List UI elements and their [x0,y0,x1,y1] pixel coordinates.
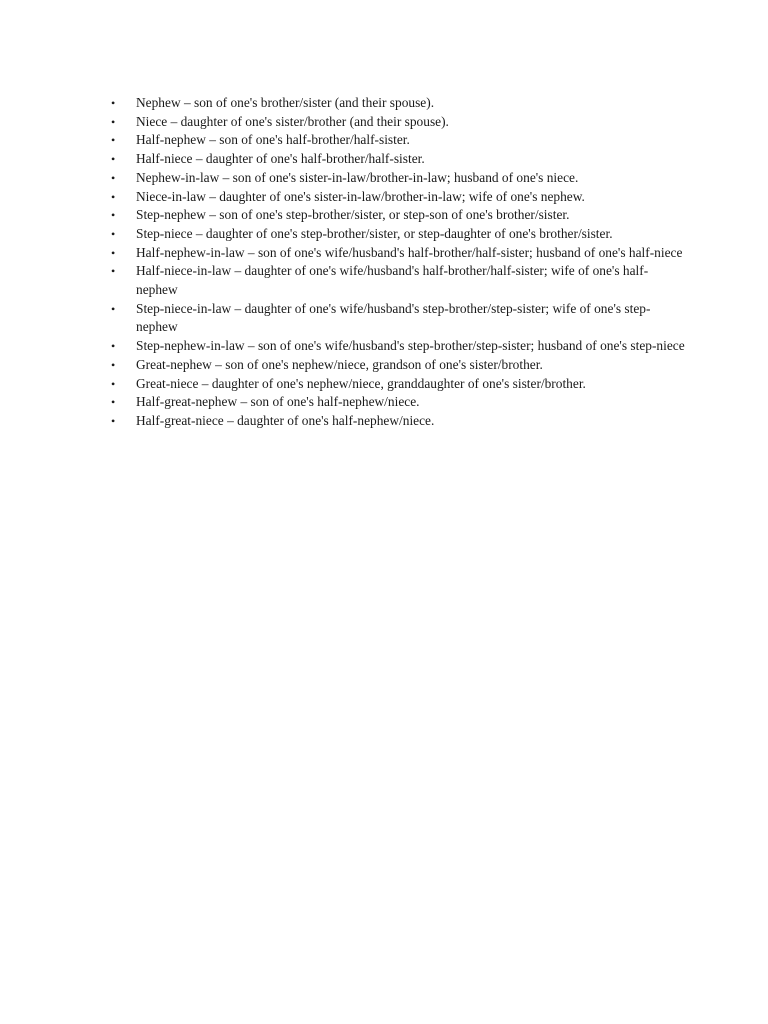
bullet-icon: • [111,170,116,185]
list-item [108,94,688,113]
bullet-icon: • [111,413,116,428]
list-item-text: Half-niece – daughter of one's half-brother/half-sister. [136,151,425,167]
relationship-list [108,94,688,431]
list-item [108,169,688,188]
bullet-icon: • [111,96,116,110]
list-item [108,150,688,169]
list-item-text: Half-niece-in-law – daughter of one's wife/husband's half-brother/half-sister; wife of one's half-nephew [136,263,649,298]
bullet-icon: • [111,301,116,316]
bullet-icon: • [111,339,116,354]
bullet-icon: • [111,208,116,223]
list-item [108,375,688,394]
list-item [108,393,688,412]
list-item [108,188,688,207]
list-item-text: Great-niece – daughter of one's nephew/niece, granddaughter of one's sister/brother. [136,375,586,391]
list-item-text: Niece-in-law – daughter of one's sister-in-law/brother-in-law; wife of one's nephew. [136,188,585,204]
list-item-text: Half-nephew – son of one's half-brother/half-sister. [136,132,410,148]
list-item [108,262,688,299]
bullet-icon: • [111,152,116,167]
bullet-icon: • [111,245,116,260]
list-item [108,356,688,375]
list-item-text: Step-nephew – son of one's step-brother/sister, or step-son of one's brother/sister. [136,207,570,223]
list-item-text: Nephew – son of one's brother/sister (and their spouse). [136,95,435,110]
list-item [108,412,688,431]
list-item-text: Step-nephew-in-law – son of one's wife/husband's step-brother/step-sister; husband of one's step-niece [136,338,685,354]
bullet-icon: • [111,376,116,391]
list-item-text: Nephew-in-law – son of one's sister-in-law/brother-in-law; husband of one's niece. [136,169,579,185]
bullet-icon: • [111,357,116,372]
list-item [108,131,688,150]
list-item-text: Step-niece-in-law – daughter of one's wife/husband's step-brother/step-sister; wife of one's step-nephew [136,300,651,335]
list-item [108,300,688,337]
list-item-text: Niece – daughter of one's sister/brother (and their spouse). [136,113,449,129]
list-item-text: Step-niece – daughter of one's step-brother/sister, or step-daughter of one's brother/sister. [136,225,613,241]
list-item-text: Half-great-niece – daughter of one's half-nephew/niece. [136,412,435,428]
bullet-icon: • [111,226,116,241]
list-item [108,244,688,263]
list-item-text: Half-great-nephew – son of one's half-nephew/niece. [136,394,420,410]
list-item [108,337,688,356]
bullet-icon: • [111,264,116,279]
list-item-text: Half-nephew-in-law – son of one's wife/husband's half-brother/half-sister; husband of one's half-niece [136,244,683,260]
list-item [108,113,688,132]
list-item [108,225,688,244]
bullet-icon: • [111,133,116,148]
bullet-icon: • [111,189,116,204]
list-item-text: Great-nephew – son of one's nephew/niece, grandson of one's sister/brother. [136,356,543,372]
list-item [108,206,688,225]
bullet-icon: • [111,395,116,410]
bullet-icon: • [111,114,116,129]
